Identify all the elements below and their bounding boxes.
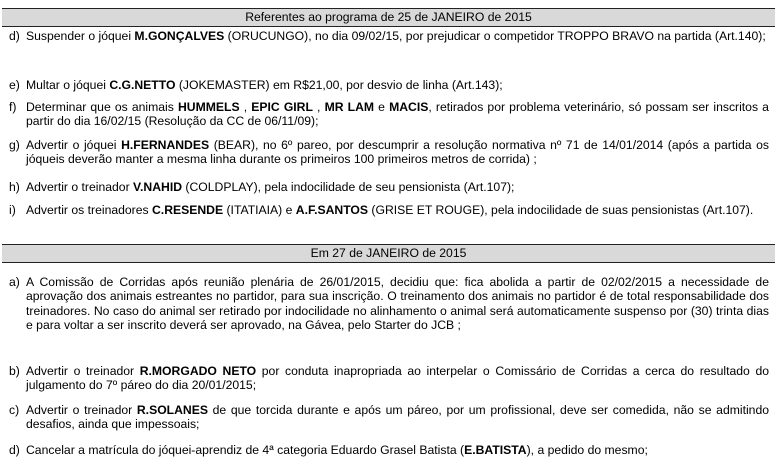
list-item <box>9 203 769 217</box>
list-item <box>9 403 769 432</box>
item-text: Determinar que os animais HUMMELS , EPIC GIRL , MR LAM e MACIS, retirados por problema veterinário, só possam ser inscritos a partir do dia 16/02/15 (Resolução da CC de 06/11/09); <box>26 100 769 129</box>
list-item <box>9 138 769 167</box>
list-item <box>9 364 769 393</box>
item-letter: i) <box>9 203 16 217</box>
item-text: Advertir o treinador R.SOLANES de que torcida durante e após um páreo, por um profissional, deve ser comedida, não se admitindo desafios, ainda que impessoais; <box>26 403 770 432</box>
item-letter: h) <box>9 180 20 194</box>
list-item <box>9 29 769 43</box>
list-item <box>9 443 769 457</box>
list-item <box>9 180 769 194</box>
item-letter: g) <box>9 138 20 152</box>
item-text: Advertir o treinador V.NAHID (COLDPLAY), pela indocilidade de seu pensionista (Art.107); <box>26 180 515 194</box>
item-text: Advertir os treinadores C.RESENDE (ITATIAIA) e A.F.SANTOS (GRISE ET ROUGE), pela indocilidade de suas pensionistas (Art.107). <box>26 203 754 217</box>
item-letter: d) <box>9 29 20 43</box>
item-text: Multar o jóquei C.G.NETTO (JOKEMASTER) em R$21,00, por desvio de linha (Art.143); <box>26 78 503 92</box>
item-letter: e) <box>9 78 20 92</box>
item-text: Suspender o jóquei M.GONÇALVES (ORUCUNGO), no dia 09/02/15, por prejudicar o competidor TROPPO BRAVO na partida (Art.140); <box>26 29 766 43</box>
item-letter: c) <box>9 403 20 417</box>
section-header-25-janeiro: Referentes ao programa de 25 de JANEIRO de 2015 <box>2 8 775 27</box>
item-letter: a) <box>9 275 20 289</box>
list-item <box>9 275 769 332</box>
item-text: Advertir o treinador R.MORGADO NETO por conduta inapropriada ao interpelar o Comissário de Corridas a cerca do resultado do julgamento do 7º páreo do dia 20/01/2015; <box>26 364 769 393</box>
item-letter: b) <box>9 364 20 378</box>
item-text: Cancelar a matrícula do jóquei-aprendiz de 4ª categoria Eduardo Grasel Batista (E.BATISTA), a pedido do mesmo; <box>26 443 648 457</box>
section-header-27-janeiro: Em 27 de JANEIRO de 2015 <box>2 244 775 263</box>
list-item <box>9 78 769 92</box>
item-letter: d) <box>9 443 20 457</box>
item-text: Advertir o jóquei H.FERNANDES (BEAR), no 6º pareo, por descumprir a resolução normativa nº 71 de 14/01/2014 (após a partida os jóqueis deverão manter a mesma linha durante os primeiros 100 primeiros metros de corrida) ; <box>26 138 769 167</box>
list-item <box>9 100 769 129</box>
item-text: A Comissão de Corridas após reunião plenária de 26/01/2015, decidiu que: fica abolida a partir de 02/02/2015 a necessidade de aprovação dos animais estreantes no partidor, para sua inscrição. O treinamento dos animais no partidor é de total responsabilidade dos treinadores. No caso do animal ser retirado por indocilidade no alinhamento o animal será automaticamente suspenso por (30) trinta dias e para voltar a ser inscrito deverá ser aprovado, na Gávea, pelo Starter do JCB ; <box>26 275 769 332</box>
item-letter: f) <box>9 100 17 114</box>
